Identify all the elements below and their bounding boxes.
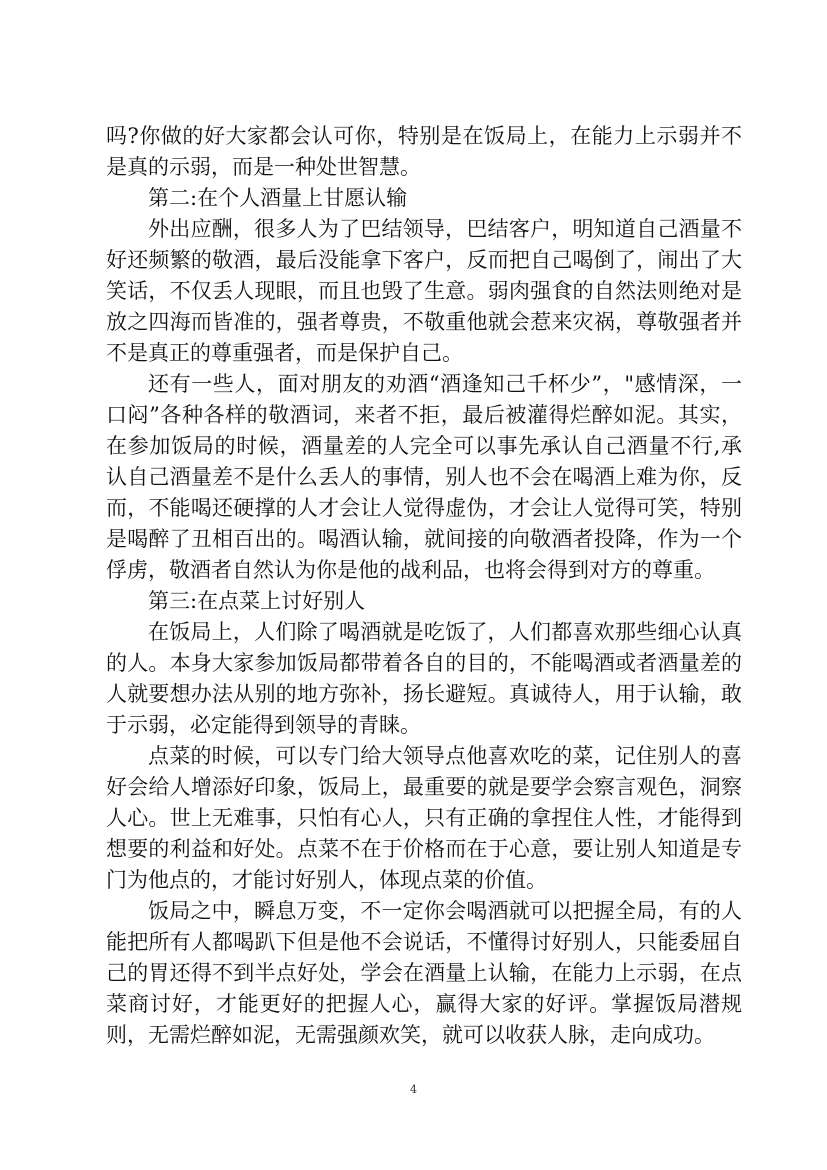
paragraph-6: 在饭局上，人们除了喝酒就是吃饭了，人们都喜欢那些细心认真的人。本身大家参加饭局都带着各自的目的，不能喝酒或者酒量差的人就要想办法从别的地方弥补，扬长避短。真诚待人，用于认输，敢于示弱，必定能得到领导的青睐。 (106, 620, 742, 737)
document-body (106, 121, 742, 1051)
section-heading-2: 第二:在个人酒量上甘愿认输 (148, 186, 408, 210)
paragraph-1: 吗?你做的好大家都会认可你，特别是在饭局上，在能力上示弱并不是真的示弱，而是一种处世智慧。 (106, 124, 742, 179)
paragraph-8: 饭局之中，瞬息万变，不一定你会喝酒就可以把握全局，有的人能把所有人都喝趴下但是他不会说话，不懂得讨好别人，只能委屈自己的胃还得不到半点好处，学会在酒量上认输，在能力上示弱，在点菜商讨好，才能更好的把握人心，赢得大家的好评。掌握饭局潜规则，无需烂醉如泥，无需强颜欢笑，就可以收获人脉，走向成功。 (106, 899, 742, 1047)
paragraph-3: 外出应酬，很多人为了巴结领导，巴结客户，明知道自己酒量不好还频繁的敬酒，最后没能拿下客户，反而把自己喝倒了，闹出了大笑话，不仅丢人现眼，而且也毁了生意。弱肉强食的自然法则绝对是放之四海而皆准的，强者尊贵，不敬重他就会惹来灾祸，尊敬强者并不是真正的尊重强者，而是保护自己。 (106, 217, 742, 365)
paragraph-4: 还有一些人，面对朋友的劝酒“酒逢知己千杯少”，"感情深，一口闷”各种各样的敬酒词，来者不拒，最后被灌得烂醉如泥。其实，在参加饭局的时候，酒量差的人完全可以事先承认自己酒量不行,承认自己酒量差不是什么丢人的事情，别人也不会在喝酒上难为你，反而，不能喝还硬撑的人才会让人觉得虚伪，才会让人觉得可笑，特别是喝醉了丑相百出的。喝酒认输，就间接的向敬酒者投降，作为一个俘虏，敬酒者自然认为你是他的战利品，也将会得到对方的尊重。 (106, 372, 742, 582)
page-number: 4 (410, 1083, 417, 1096)
section-heading-3: 第三:在点菜上讨好别人 (148, 589, 366, 613)
paragraph-7: 点菜的时候，可以专门给大领导点他喜欢吃的菜，记住别人的喜好会给人增添好印象，饭局上，最重要的就是要学会察言观色，洞察人心。世上无难事，只怕有心人，只有正确的拿捏住人性，才能得到想要的利益和好处。点菜不在于价格而在于心意，要让别人知道是专门为他点的，才能讨好别人，体现点菜的价值。 (106, 744, 742, 892)
